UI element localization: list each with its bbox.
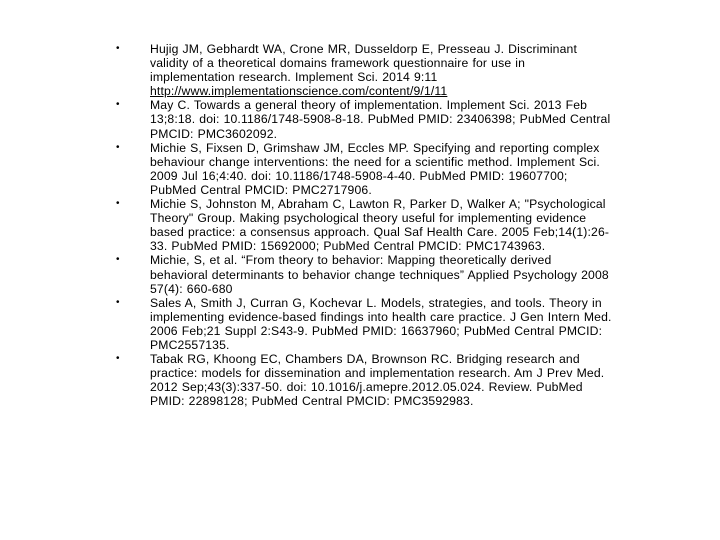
reference-item — [112, 141, 612, 197]
reference-text: May C. Towards a general theory of implementation. Implement Sci. 2013 Feb 13;8:18. doi: 10.1186/1748-5908-8-18. PubMed PMID: 23406398; PubMed Central PMCID: PMC3602092. — [150, 98, 611, 141]
bullet-icon: • — [116, 254, 120, 266]
reference-text: Tabak RG, Khoong EC, Chambers DA, Brownson RC. Bridging research and practice: models for dissemination and implementation research. Am J Prev Med. 2012 Sep;43(3):337-50. doi: 10.1016/j.amepre.2012.05.024. Review. PubMed PMID: 22898128; PubMed Central PMCID: PMC3592983. — [150, 352, 605, 409]
bullet-icon: • — [116, 296, 120, 308]
reference-text: Hujig JM, Gebhardt WA, Crone MR, Dusseldorp E, Presseau J. Discriminant validity of a theoretical domains framework questionnaire for use in implementation research. Implement Sci. 2014 9:11 — [150, 42, 578, 85]
reference-item — [112, 197, 612, 253]
reference-item — [112, 253, 612, 295]
reference-item — [112, 42, 612, 98]
reference-text: Michie S, Fixsen D, Grimshaw JM, Eccles MP. Specifying and reporting complex behaviour change interventions: the need for a scientific method. Implement Sci. 2009 Jul 16;4:40. doi: 10.1186/1748-5908-4-40. PubMed PMID: 19607700; PubMed Central PMCID: PMC2717906. — [150, 140, 600, 197]
reference-list — [112, 42, 612, 408]
bullet-icon: • — [116, 198, 120, 210]
reference-text: Michie S, Johnston M, Abraham C, Lawton R, Parker D, Walker A; "Psychological Theory" Group. Making psychological theory useful for implementing evidence based practice: a consensus approach. Qual Saf Health Care. 2005 Feb;14(1):26-33. PubMed PMID: 15692000; PubMed Central PMCID: PMC1743963. — [150, 197, 610, 254]
reference-text: Sales A, Smith J, Curran G, Kochevar L. Models, strategies, and tools. Theory in implementing evidence-based findings into health care practice. J Gen Intern Med. 2006 Feb;21 Suppl 2:S43-9. PubMed PMID: 16637960; PubMed Central PMCID: PMC2557135. — [150, 295, 612, 352]
reference-item — [112, 352, 612, 408]
reference-text: Michie, S, et al. “From theory to behavior: Mapping theoretically derived behavioral determinants to behavior change techniques” Applied Psychology 2008 57(4): 660-680 — [150, 253, 609, 296]
reference-link[interactable]: http://www.implementationscience.com/content/9/1/11 — [150, 84, 448, 99]
reference-item — [112, 98, 612, 140]
bullet-icon: • — [116, 141, 120, 153]
bullet-icon: • — [116, 43, 120, 54]
bullet-icon: • — [116, 99, 120, 111]
bullet-icon: • — [116, 353, 120, 365]
reference-item — [112, 296, 612, 352]
